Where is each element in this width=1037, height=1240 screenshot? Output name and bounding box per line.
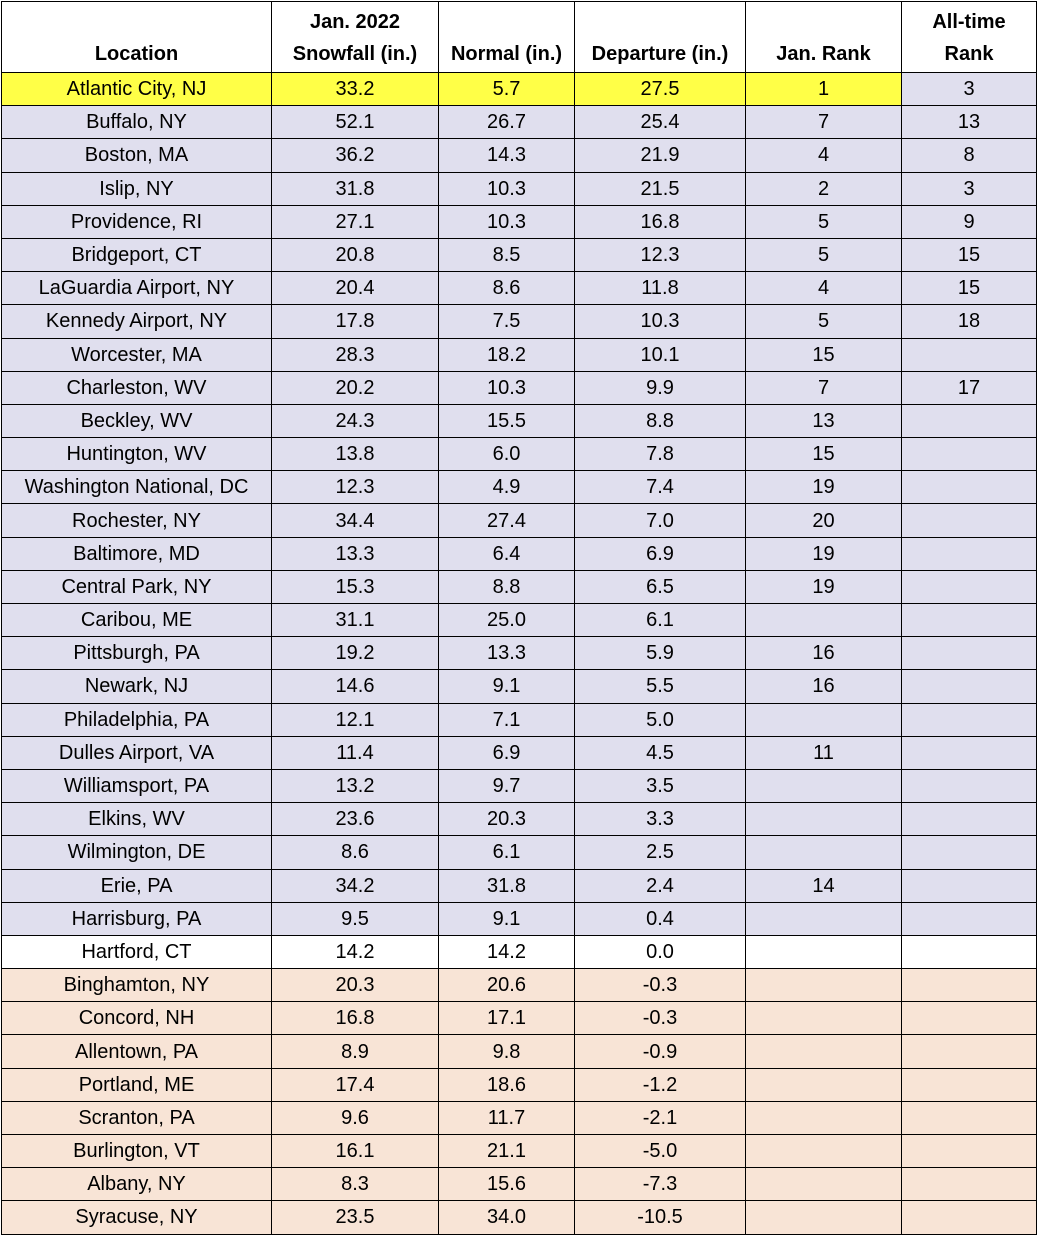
table-row (2, 935, 1037, 968)
alltime-rank-cell: 8 (902, 139, 1037, 172)
jan-rank-cell: 7 (746, 106, 902, 139)
jan-rank-cell (746, 769, 902, 802)
normal-cell: 4.9 (439, 471, 575, 504)
location-cell: Portland, ME (2, 1068, 272, 1101)
table-row (2, 139, 1037, 172)
departure-cell: -7.3 (575, 1168, 746, 1201)
alltime-rank-cell (902, 504, 1037, 537)
location-cell: Atlantic City, NJ (2, 73, 272, 106)
location-cell: LaGuardia Airport, NY (2, 272, 272, 305)
location-cell: Bridgeport, CT (2, 238, 272, 271)
table-row (2, 371, 1037, 404)
table-row (2, 305, 1037, 338)
location-cell: Islip, NY (2, 172, 272, 205)
alltime-rank-cell (902, 1135, 1037, 1168)
jan-rank-cell (746, 703, 902, 736)
location-cell: Buffalo, NY (2, 106, 272, 139)
table-row (2, 869, 1037, 902)
alltime-rank-cell (902, 404, 1037, 437)
departure-cell: 2.5 (575, 836, 746, 869)
normal-cell: 8.6 (439, 272, 575, 305)
table-row (2, 1068, 1037, 1101)
jan-rank-cell (746, 1068, 902, 1101)
snowfall-cell: 8.9 (272, 1035, 439, 1068)
normal-cell: 10.3 (439, 172, 575, 205)
departure-cell: -10.5 (575, 1201, 746, 1234)
snowfall-cell: 27.1 (272, 205, 439, 238)
alltime-rank-cell (902, 604, 1037, 637)
departure-cell: 6.1 (575, 604, 746, 637)
departure-cell: 12.3 (575, 238, 746, 271)
snowfall-cell: 14.6 (272, 670, 439, 703)
table-row (2, 736, 1037, 769)
jan-rank-cell: 2 (746, 172, 902, 205)
table-row (2, 338, 1037, 371)
departure-cell: 10.1 (575, 338, 746, 371)
location-cell: Boston, MA (2, 139, 272, 172)
normal-cell: 31.8 (439, 869, 575, 902)
normal-cell: 8.8 (439, 570, 575, 603)
jan-rank-cell: 4 (746, 139, 902, 172)
normal-cell: 25.0 (439, 604, 575, 637)
normal-cell: 17.1 (439, 1002, 575, 1035)
header-departure: Departure (in.) (575, 2, 746, 73)
header-snowfall-line2: Snowfall (in.) (292, 43, 418, 65)
snowfall-cell: 16.1 (272, 1135, 439, 1168)
alltime-rank-cell: 3 (902, 73, 1037, 106)
alltime-rank-cell: 9 (902, 205, 1037, 238)
location-cell: Allentown, PA (2, 1035, 272, 1068)
snowfall-cell: 16.8 (272, 1002, 439, 1035)
alltime-rank-cell (902, 670, 1037, 703)
alltime-rank-cell (902, 338, 1037, 371)
normal-cell: 18.6 (439, 1068, 575, 1101)
snowfall-cell: 20.8 (272, 238, 439, 271)
normal-cell: 6.4 (439, 537, 575, 570)
normal-cell: 14.2 (439, 935, 575, 968)
location-cell: Pittsburgh, PA (2, 637, 272, 670)
normal-cell: 20.3 (439, 803, 575, 836)
location-cell: Kennedy Airport, NY (2, 305, 272, 338)
location-cell: Dulles Airport, VA (2, 736, 272, 769)
alltime-rank-cell: 18 (902, 305, 1037, 338)
location-cell: Elkins, WV (2, 803, 272, 836)
table-row (2, 902, 1037, 935)
location-cell: Albany, NY (2, 1168, 272, 1201)
location-cell: Newark, NJ (2, 670, 272, 703)
departure-cell: 5.9 (575, 637, 746, 670)
alltime-rank-cell (902, 803, 1037, 836)
table-row (2, 969, 1037, 1002)
jan-rank-cell: 19 (746, 570, 902, 603)
location-cell: Huntington, WV (2, 438, 272, 471)
snowfall-cell: 24.3 (272, 404, 439, 437)
alltime-rank-cell (902, 1002, 1037, 1035)
normal-cell: 7.5 (439, 305, 575, 338)
snowfall-cell: 19.2 (272, 637, 439, 670)
jan-rank-cell (746, 604, 902, 637)
jan-rank-cell: 7 (746, 371, 902, 404)
table-row (2, 404, 1037, 437)
normal-cell: 9.1 (439, 902, 575, 935)
header-jan-rank: Jan. Rank (746, 2, 902, 73)
snowfall-cell: 31.8 (272, 172, 439, 205)
table-row (2, 703, 1037, 736)
departure-cell: -0.3 (575, 1002, 746, 1035)
location-cell: Hartford, CT (2, 935, 272, 968)
snowfall-cell: 20.2 (272, 371, 439, 404)
location-cell: Scranton, PA (2, 1101, 272, 1134)
jan-rank-cell: 16 (746, 637, 902, 670)
location-cell: Washington National, DC (2, 471, 272, 504)
departure-cell: 6.9 (575, 537, 746, 570)
jan-rank-cell (746, 1201, 902, 1234)
normal-cell: 9.8 (439, 1035, 575, 1068)
location-cell: Charleston, WV (2, 371, 272, 404)
snowfall-cell: 31.1 (272, 604, 439, 637)
departure-cell: 0.4 (575, 902, 746, 935)
jan-rank-cell (746, 969, 902, 1002)
snowfall-cell: 9.6 (272, 1101, 439, 1134)
table-row (2, 471, 1037, 504)
table-row (2, 438, 1037, 471)
header-snowfall-line1: Jan. 2022 (309, 11, 401, 33)
header-row (2, 2, 1037, 73)
location-cell: Burlington, VT (2, 1135, 272, 1168)
alltime-rank-cell: 17 (902, 371, 1037, 404)
jan-rank-cell (746, 935, 902, 968)
departure-cell: -5.0 (575, 1135, 746, 1168)
departure-cell: -1.2 (575, 1068, 746, 1101)
jan-rank-cell: 15 (746, 338, 902, 371)
normal-cell: 26.7 (439, 106, 575, 139)
normal-cell: 6.1 (439, 836, 575, 869)
alltime-rank-cell (902, 1068, 1037, 1101)
departure-cell: -2.1 (575, 1101, 746, 1134)
location-cell: Caribou, ME (2, 604, 272, 637)
normal-cell: 7.1 (439, 703, 575, 736)
alltime-rank-cell (902, 637, 1037, 670)
table-row (2, 272, 1037, 305)
snowfall-cell: 20.3 (272, 969, 439, 1002)
departure-cell: 0.0 (575, 935, 746, 968)
snowfall-cell: 9.5 (272, 902, 439, 935)
table-row (2, 570, 1037, 603)
header-normal: Normal (in.) (439, 2, 575, 73)
jan-rank-cell: 15 (746, 438, 902, 471)
table-row (2, 172, 1037, 205)
alltime-rank-cell: 13 (902, 106, 1037, 139)
jan-rank-cell: 4 (746, 272, 902, 305)
location-cell: Providence, RI (2, 205, 272, 238)
departure-cell: 25.4 (575, 106, 746, 139)
alltime-rank-cell (902, 902, 1037, 935)
snowfall-cell: 36.2 (272, 139, 439, 172)
departure-cell: 16.8 (575, 205, 746, 238)
alltime-rank-cell (902, 570, 1037, 603)
normal-cell: 6.0 (439, 438, 575, 471)
header-alltime-line1: All-time (932, 11, 1006, 33)
normal-cell: 15.5 (439, 404, 575, 437)
jan-rank-cell: 14 (746, 869, 902, 902)
departure-cell: 5.5 (575, 670, 746, 703)
table-row (2, 1002, 1037, 1035)
normal-cell: 15.6 (439, 1168, 575, 1201)
alltime-rank-cell (902, 836, 1037, 869)
normal-cell: 14.3 (439, 139, 575, 172)
departure-cell: 7.8 (575, 438, 746, 471)
snowfall-cell: 12.1 (272, 703, 439, 736)
normal-cell: 10.3 (439, 371, 575, 404)
snowfall-cell: 52.1 (272, 106, 439, 139)
jan-rank-cell (746, 1135, 902, 1168)
alltime-rank-cell (902, 1168, 1037, 1201)
jan-rank-cell (746, 836, 902, 869)
snowfall-cell: 17.8 (272, 305, 439, 338)
location-cell: Williamsport, PA (2, 769, 272, 802)
location-cell: Harrisburg, PA (2, 902, 272, 935)
snowfall-cell: 28.3 (272, 338, 439, 371)
alltime-rank-cell (902, 969, 1037, 1002)
table-row (2, 205, 1037, 238)
snowfall-cell: 13.8 (272, 438, 439, 471)
table-row (2, 1135, 1037, 1168)
table-row (2, 803, 1037, 836)
normal-cell: 9.7 (439, 769, 575, 802)
alltime-rank-cell: 15 (902, 238, 1037, 271)
departure-cell: 21.5 (575, 172, 746, 205)
normal-cell: 27.4 (439, 504, 575, 537)
jan-rank-cell (746, 1035, 902, 1068)
departure-cell: 4.5 (575, 736, 746, 769)
table-row (2, 769, 1037, 802)
normal-cell: 5.7 (439, 73, 575, 106)
departure-cell: 21.9 (575, 139, 746, 172)
jan-rank-cell: 19 (746, 471, 902, 504)
snowfall-cell: 13.2 (272, 769, 439, 802)
jan-rank-cell: 5 (746, 305, 902, 338)
alltime-rank-cell (902, 1035, 1037, 1068)
header-alltime-line2: Rank (944, 43, 994, 65)
departure-cell: 2.4 (575, 869, 746, 902)
snowfall-cell: 11.4 (272, 736, 439, 769)
table-row (2, 537, 1037, 570)
location-cell: Syracuse, NY (2, 1201, 272, 1234)
snowfall-cell: 34.2 (272, 869, 439, 902)
table-row (2, 1101, 1037, 1134)
alltime-rank-cell: 3 (902, 172, 1037, 205)
departure-cell: 7.0 (575, 504, 746, 537)
departure-cell: -0.3 (575, 969, 746, 1002)
jan-rank-cell: 11 (746, 736, 902, 769)
normal-cell: 21.1 (439, 1135, 575, 1168)
table-row (2, 106, 1037, 139)
departure-cell: 5.0 (575, 703, 746, 736)
departure-cell: -0.9 (575, 1035, 746, 1068)
location-cell: Philadelphia, PA (2, 703, 272, 736)
alltime-rank-cell (902, 1201, 1037, 1234)
normal-cell: 10.3 (439, 205, 575, 238)
departure-cell: 11.8 (575, 272, 746, 305)
snowfall-cell: 8.6 (272, 836, 439, 869)
location-cell: Worcester, MA (2, 338, 272, 371)
normal-cell: 13.3 (439, 637, 575, 670)
snowfall-cell: 20.4 (272, 272, 439, 305)
normal-cell: 11.7 (439, 1101, 575, 1134)
snowfall-cell: 14.2 (272, 935, 439, 968)
alltime-rank-cell (902, 438, 1037, 471)
snowfall-cell: 17.4 (272, 1068, 439, 1101)
departure-cell: 3.5 (575, 769, 746, 802)
table-row (2, 637, 1037, 670)
header-alltime-rank (902, 2, 1037, 73)
table-row (2, 836, 1037, 869)
table-row (2, 73, 1037, 106)
table-row (2, 1168, 1037, 1201)
jan-rank-cell: 1 (746, 73, 902, 106)
normal-cell: 6.9 (439, 736, 575, 769)
table-row (2, 504, 1037, 537)
table-row (2, 670, 1037, 703)
jan-rank-cell (746, 803, 902, 836)
jan-rank-cell: 16 (746, 670, 902, 703)
snowfall-cell: 34.4 (272, 504, 439, 537)
jan-rank-cell: 5 (746, 238, 902, 271)
location-cell: Central Park, NY (2, 570, 272, 603)
table-header (2, 2, 1037, 73)
header-location: Location (2, 2, 272, 73)
snowfall-cell: 23.6 (272, 803, 439, 836)
jan-rank-cell: 5 (746, 205, 902, 238)
departure-cell: 9.9 (575, 371, 746, 404)
jan-rank-cell (746, 902, 902, 935)
snowfall-cell: 33.2 (272, 73, 439, 106)
normal-cell: 34.0 (439, 1201, 575, 1234)
location-cell: Rochester, NY (2, 504, 272, 537)
alltime-rank-cell: 15 (902, 272, 1037, 305)
normal-cell: 9.1 (439, 670, 575, 703)
alltime-rank-cell (902, 736, 1037, 769)
departure-cell: 8.8 (575, 404, 746, 437)
alltime-rank-cell (902, 471, 1037, 504)
jan-rank-cell (746, 1168, 902, 1201)
jan-rank-cell (746, 1002, 902, 1035)
location-cell: Concord, NH (2, 1002, 272, 1035)
location-cell: Baltimore, MD (2, 537, 272, 570)
jan-rank-cell: 20 (746, 504, 902, 537)
header-snowfall (272, 2, 439, 73)
normal-cell: 18.2 (439, 338, 575, 371)
normal-cell: 8.5 (439, 238, 575, 271)
alltime-rank-cell (902, 1101, 1037, 1134)
alltime-rank-cell (902, 703, 1037, 736)
table-body (2, 73, 1037, 1235)
alltime-rank-cell (902, 537, 1037, 570)
snowfall-table (1, 1, 1037, 1235)
snowfall-cell: 15.3 (272, 570, 439, 603)
jan-rank-cell (746, 1101, 902, 1134)
jan-rank-cell: 19 (746, 537, 902, 570)
departure-cell: 10.3 (575, 305, 746, 338)
snowfall-cell: 13.3 (272, 537, 439, 570)
snowfall-cell: 12.3 (272, 471, 439, 504)
location-cell: Erie, PA (2, 869, 272, 902)
location-cell: Beckley, WV (2, 404, 272, 437)
alltime-rank-cell (902, 935, 1037, 968)
location-cell: Binghamton, NY (2, 969, 272, 1002)
snowfall-cell: 8.3 (272, 1168, 439, 1201)
table-row (2, 238, 1037, 271)
table-row (2, 604, 1037, 637)
departure-cell: 27.5 (575, 73, 746, 106)
table-row (2, 1201, 1037, 1234)
departure-cell: 3.3 (575, 803, 746, 836)
snowfall-cell: 23.5 (272, 1201, 439, 1234)
location-cell: Wilmington, DE (2, 836, 272, 869)
jan-rank-cell: 13 (746, 404, 902, 437)
table-row (2, 1035, 1037, 1068)
departure-cell: 7.4 (575, 471, 746, 504)
departure-cell: 6.5 (575, 570, 746, 603)
alltime-rank-cell (902, 769, 1037, 802)
normal-cell: 20.6 (439, 969, 575, 1002)
alltime-rank-cell (902, 869, 1037, 902)
